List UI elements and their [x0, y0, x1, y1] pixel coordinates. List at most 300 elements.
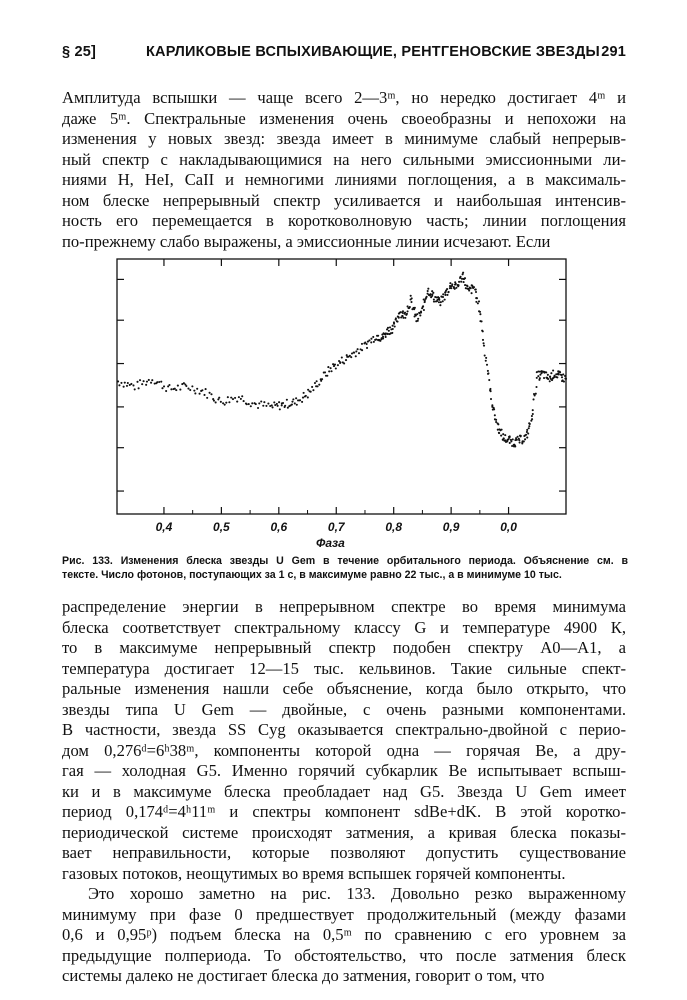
- data-point: [303, 392, 305, 394]
- data-point: [123, 386, 125, 388]
- data-point: [120, 382, 122, 384]
- data-point: [439, 304, 441, 306]
- data-point: [332, 363, 334, 365]
- data-point: [531, 415, 533, 417]
- data-point: [145, 384, 147, 386]
- data-point: [475, 289, 477, 291]
- x-axis-title: Фаза: [316, 536, 345, 550]
- data-point: [273, 401, 275, 403]
- data-point: [355, 355, 357, 357]
- data-point: [295, 397, 297, 399]
- data-point: [486, 364, 488, 366]
- data-point: [170, 388, 172, 390]
- data-point: [370, 338, 372, 340]
- data-point: [510, 439, 512, 441]
- data-point: [318, 384, 320, 386]
- data-point: [138, 387, 140, 389]
- data-point: [194, 392, 196, 394]
- data-point: [485, 360, 487, 362]
- data-point: [314, 382, 316, 384]
- data-point: [316, 385, 318, 387]
- data-point: [210, 393, 212, 395]
- data-point: [494, 414, 496, 416]
- data-point: [385, 332, 387, 334]
- data-point: [487, 373, 489, 375]
- data-point: [478, 300, 480, 302]
- data-point: [232, 398, 234, 400]
- paragraph-top-line: по-прежнему слабо выражены, а эмиссионные линии исчезают. Если: [62, 231, 551, 251]
- caption-line: тексте. Число фотонов, поступающих за 1 с, в максимуме равно 22 тыс., а в минимуме 10 тыс.: [62, 569, 562, 581]
- data-point: [158, 381, 160, 383]
- data-point: [265, 405, 267, 407]
- paragraph-bottom-line: Это хорошо заметно на рис. 133. Довольно резко выраженному: [88, 884, 626, 903]
- chapter-title: КАРЛИКОВЫЕ ВСПЫХИВАЮЩИЕ, РЕНТГЕНОВСКИЕ ЗВЕЗДЫ: [146, 44, 600, 60]
- data-point: [368, 339, 370, 341]
- data-point: [516, 439, 518, 441]
- data-point: [459, 276, 461, 278]
- data-point: [422, 305, 424, 307]
- data-point: [470, 287, 472, 289]
- data-point: [258, 402, 260, 404]
- data-point: [525, 434, 527, 436]
- data-point: [483, 345, 485, 347]
- data-point: [450, 287, 452, 289]
- data-point: [206, 397, 208, 399]
- data-point: [305, 395, 307, 397]
- data-point: [444, 294, 446, 296]
- data-point: [424, 300, 426, 302]
- data-point: [343, 362, 345, 364]
- paragraph-top-line: ниями H, HeI, CaII и немногими линиями поглощения, а в максималь-: [62, 170, 626, 189]
- data-point: [418, 312, 420, 314]
- data-point: [535, 393, 537, 395]
- data-point: [481, 320, 483, 322]
- data-point: [324, 371, 326, 373]
- data-point: [251, 402, 253, 404]
- data-point: [339, 361, 341, 363]
- data-point: [479, 311, 481, 313]
- data-point: [429, 293, 431, 295]
- data-point: [500, 435, 502, 437]
- data-point: [257, 407, 259, 409]
- data-point: [423, 309, 425, 311]
- data-point: [151, 379, 153, 381]
- data-point: [124, 382, 126, 384]
- data-point: [495, 419, 497, 421]
- data-point: [382, 336, 384, 338]
- data-point: [267, 403, 269, 405]
- data-point: [372, 336, 374, 338]
- data-point: [185, 385, 187, 387]
- data-point: [547, 378, 549, 380]
- data-point: [402, 310, 404, 312]
- data-point: [462, 272, 464, 274]
- data-point: [355, 350, 357, 352]
- data-point: [442, 293, 444, 295]
- data-point: [141, 383, 143, 385]
- paragraph-middle-line: звезды типа U Gem — двойные, с очень разными компонентами.: [62, 699, 626, 719]
- data-point: [532, 413, 534, 415]
- data-point: [455, 287, 457, 289]
- data-point: [532, 409, 534, 411]
- data-point: [246, 403, 248, 405]
- figure-caption: [62, 554, 628, 582]
- light-curve-figure: [116, 258, 568, 534]
- data-point: [396, 321, 398, 323]
- data-point: [536, 377, 538, 379]
- data-point: [230, 397, 232, 399]
- data-point: [438, 301, 440, 303]
- data-point: [440, 301, 442, 303]
- data-point: [409, 306, 411, 308]
- data-point: [468, 289, 470, 291]
- plot-frame: [117, 259, 566, 514]
- x-tick-label: 0,7: [327, 520, 345, 534]
- data-point: [549, 380, 551, 382]
- data-point: [263, 401, 265, 403]
- data-point: [493, 407, 495, 409]
- data-point: [150, 382, 152, 384]
- data-point: [404, 317, 406, 319]
- data-point: [523, 440, 525, 442]
- data-point: [127, 382, 129, 384]
- data-point: [431, 290, 433, 292]
- data-point: [330, 367, 332, 369]
- paragraph-top-line: ность его перемещается в коротковолновую часть; линии поглощения: [62, 211, 626, 230]
- data-point: [312, 389, 314, 391]
- data-point: [250, 405, 252, 407]
- data-point: [466, 285, 468, 287]
- data-point: [490, 398, 492, 400]
- data-point: [385, 336, 387, 338]
- data-point: [291, 401, 293, 403]
- data-point: [291, 404, 293, 406]
- data-point: [545, 371, 547, 373]
- data-point: [284, 405, 286, 407]
- data-point: [370, 341, 372, 343]
- data-point: [209, 392, 211, 394]
- data-point: [328, 370, 330, 372]
- data-point: [282, 402, 284, 404]
- data-point: [529, 423, 531, 425]
- paragraph-middle-line: ки и в максимуме блеска преобладает над G5. Звезда U Gem имеет: [62, 781, 626, 801]
- data-point: [543, 377, 545, 379]
- data-point: [196, 388, 198, 390]
- data-point: [392, 328, 394, 330]
- data-point: [327, 366, 329, 368]
- data-point: [503, 437, 505, 439]
- data-point: [203, 394, 205, 396]
- data-point: [357, 348, 359, 350]
- data-point: [475, 291, 477, 293]
- data-point: [561, 376, 563, 378]
- data-point: [485, 357, 487, 359]
- data-point: [302, 397, 304, 399]
- data-point: [442, 296, 444, 298]
- data-point: [420, 310, 422, 312]
- data-point: [531, 418, 533, 420]
- data-point: [334, 364, 336, 366]
- data-point: [457, 285, 459, 287]
- data-point: [301, 401, 303, 403]
- data-point: [534, 394, 536, 396]
- paragraph-top-line: ном блеске непрерывный спектр усиливается и наибольшая интенсив-: [62, 190, 626, 210]
- data-point: [260, 400, 262, 402]
- data-point: [175, 389, 177, 391]
- data-point: [165, 390, 167, 392]
- data-point: [350, 356, 352, 358]
- data-point: [483, 342, 485, 344]
- data-point: [326, 375, 328, 377]
- page-number: 291: [601, 44, 626, 60]
- data-point: [407, 310, 409, 312]
- data-point: [187, 388, 189, 390]
- data-point: [400, 311, 402, 313]
- paragraph-top: [62, 88, 626, 252]
- paragraph-bottom-line: минимуму при фазе 0 предшествует продолжительный (между фазами: [62, 904, 626, 924]
- data-point: [213, 400, 215, 402]
- data-point: [539, 377, 541, 379]
- data-point: [509, 435, 511, 437]
- data-point: [537, 375, 539, 377]
- data-point: [414, 307, 416, 309]
- data-point: [391, 332, 393, 334]
- data-point: [191, 385, 193, 387]
- x-tick-label: 0,9: [442, 520, 460, 534]
- x-tick-label: 0,0: [500, 520, 517, 534]
- data-point: [562, 373, 564, 375]
- data-point: [366, 343, 368, 345]
- data-point: [361, 343, 363, 345]
- data-point: [460, 281, 462, 283]
- paragraph-middle-line: ральные изменения нашли себе объяснение, когда было открыто, что: [62, 679, 626, 698]
- data-point: [227, 396, 229, 398]
- paragraph-bottom-line: предыдущие полпериода. То обстоятельство, что после затмения блеск: [62, 945, 626, 965]
- data-point: [535, 386, 537, 388]
- data-point: [395, 317, 397, 319]
- data-point: [220, 401, 222, 403]
- data-point: [243, 400, 245, 402]
- data-point: [240, 398, 242, 400]
- data-point: [353, 352, 355, 354]
- paragraph-middle-line: температура достигает 12—15 тыс. кельвинов. Такие сильные спект-: [62, 658, 626, 678]
- data-point: [451, 283, 453, 285]
- data-point: [393, 321, 395, 323]
- paragraph-top-line: ный спектр с накладывающимися на него сильными эмиссионными ли-: [62, 149, 626, 169]
- data-point: [438, 299, 440, 301]
- paragraph-middle-line: период 0,174ᵈ=4ʰ11ᵐ и спектры компонент sdBe+dK. В этой коротко-: [62, 802, 626, 821]
- data-point: [287, 407, 289, 409]
- data-point: [215, 401, 217, 403]
- paragraph-middle-line: дом 0,276ᵈ=6ʰ38ᵐ, компоненты которой одна — горячая Be, а дру-: [62, 740, 626, 760]
- data-point: [286, 399, 288, 401]
- data-point: [248, 403, 250, 405]
- data-point: [490, 390, 492, 392]
- data-point: [444, 299, 446, 301]
- x-tick-label: 0,5: [213, 520, 230, 534]
- data-point: [416, 313, 418, 315]
- data-point: [442, 300, 444, 302]
- data-point: [117, 380, 119, 382]
- data-point: [139, 379, 141, 381]
- data-point: [225, 402, 227, 404]
- paragraph-middle-line: блеска соответствует спектральному классу G и температуре 4900 К,: [62, 617, 626, 637]
- data-point: [433, 301, 435, 303]
- data-point: [564, 375, 566, 377]
- data-point: [519, 441, 521, 443]
- data-point: [126, 385, 128, 387]
- data-point: [377, 335, 379, 337]
- paragraph-middle-line: гая — холодная G5. Именно горячий субкарлик Be испытывает вспыш-: [62, 761, 626, 780]
- paragraph-middle-line: периодической системе происходят затмения, а кривая блеска показы-: [62, 822, 626, 842]
- data-point: [392, 325, 394, 327]
- data-point: [411, 297, 413, 299]
- data-point: [335, 367, 337, 369]
- paragraph-top-line: изменения у новых звезд: звезда имеет в минимуме слабый непрерыв-: [62, 129, 626, 148]
- data-point: [520, 435, 522, 437]
- data-point: [361, 349, 363, 351]
- data-point: [201, 389, 203, 391]
- data-point: [458, 281, 460, 283]
- data-point: [387, 327, 389, 329]
- data-point: [475, 301, 477, 303]
- data-point: [199, 393, 201, 395]
- data-point: [193, 390, 195, 392]
- paragraph-bottom-line: системы далеко не достигает блеска до затмения, говорит о том, что: [62, 966, 545, 985]
- data-point: [402, 317, 404, 319]
- data-point: [228, 401, 230, 403]
- data-point: [514, 445, 516, 447]
- data-point: [218, 397, 220, 399]
- data-point: [337, 364, 339, 366]
- paragraph-bottom: [62, 884, 626, 987]
- data-point: [558, 373, 560, 375]
- data-point: [517, 436, 519, 438]
- data-point: [389, 326, 391, 328]
- data-point: [179, 389, 181, 391]
- data-point: [272, 406, 274, 408]
- x-tick-label: 0,4: [155, 520, 173, 534]
- data-point: [417, 318, 419, 320]
- x-tick-label: 0,8: [385, 520, 403, 534]
- data-point: [130, 383, 132, 385]
- data-point: [438, 297, 440, 299]
- data-point: [156, 381, 158, 383]
- data-point: [489, 388, 491, 390]
- paragraph-middle-line: распределение энергии в непрерывном спектре во время минимума: [62, 597, 626, 616]
- data-point: [487, 370, 489, 372]
- data-point: [427, 290, 429, 292]
- data-point: [455, 283, 457, 285]
- data-point: [262, 405, 264, 407]
- data-point: [563, 381, 565, 383]
- data-point: [307, 396, 309, 398]
- paragraph-middle-line: газовых потоков, неощутимых во время вспышек горячей компоненты.: [62, 863, 566, 883]
- data-point: [528, 425, 530, 427]
- data-point: [433, 298, 435, 300]
- data-point: [410, 301, 412, 303]
- data-point: [238, 396, 240, 398]
- paragraph-middle-line: вает неправильности, которые позволяют допустить существование: [62, 843, 626, 862]
- data-point: [366, 347, 368, 349]
- data-point: [163, 385, 165, 387]
- data-point: [255, 403, 257, 405]
- data-point: [463, 281, 465, 283]
- data-point: [524, 438, 526, 440]
- data-point: [118, 384, 120, 386]
- data-point: [501, 429, 503, 431]
- running-header: [62, 44, 626, 66]
- data-point: [419, 314, 421, 316]
- data-point: [471, 292, 473, 294]
- data-point: [398, 317, 400, 319]
- data-point: [234, 397, 236, 399]
- data-point: [518, 439, 520, 441]
- data-point: [375, 338, 377, 340]
- data-point: [224, 404, 226, 406]
- data-point: [222, 402, 224, 404]
- data-point: [559, 371, 561, 373]
- data-point: [484, 354, 486, 356]
- data-point: [292, 398, 294, 400]
- data-point: [552, 370, 554, 372]
- light-curve-chart: [116, 258, 568, 534]
- data-point: [464, 277, 466, 279]
- data-point: [550, 372, 552, 374]
- data-point: [512, 438, 514, 440]
- data-point: [526, 437, 528, 439]
- data-point: [321, 378, 323, 380]
- paragraph-top-line: Амплитуда вспышки — чаще всего 2—3ᵐ, но нередко достигает 4ᵐ и: [62, 88, 626, 107]
- data-point: [532, 398, 534, 400]
- data-point: [310, 391, 312, 393]
- data-point: [161, 387, 163, 389]
- data-point: [358, 352, 360, 354]
- data-point: [446, 294, 448, 296]
- data-point: [556, 376, 558, 378]
- data-point: [168, 384, 170, 386]
- data-point: [345, 359, 347, 361]
- data-point: [446, 288, 448, 290]
- data-point: [526, 429, 528, 431]
- data-point: [502, 433, 504, 435]
- paragraph-middle-line: то в максимуме непрерывный спектр подобен спектру A0—A1, а: [62, 638, 626, 657]
- caption-line: Рис. 133. Изменения блеска звезды U Gem в течение орбитального периода. Объяснение см. в: [62, 555, 628, 567]
- section-number: § 25]: [62, 44, 97, 60]
- data-point: [394, 326, 396, 328]
- data-point: [410, 295, 412, 297]
- data-point: [427, 288, 429, 290]
- data-point: [504, 434, 506, 436]
- data-point: [278, 401, 280, 403]
- data-point: [509, 442, 511, 444]
- data-point: [241, 395, 243, 397]
- data-point: [205, 388, 207, 390]
- data-point: [341, 356, 343, 358]
- paragraph-top-line: даже 5ᵐ. Спектральные изменения очень своеобразны и непохожи на: [62, 108, 626, 128]
- data-point: [177, 385, 179, 387]
- data-point: [549, 375, 551, 377]
- data-point: [448, 291, 450, 293]
- data-point: [299, 399, 301, 401]
- data-point: [479, 313, 481, 315]
- data-point: [527, 432, 529, 434]
- data-point: [473, 286, 475, 288]
- data-point: [373, 341, 375, 343]
- data-point: [279, 408, 281, 410]
- data-point: [276, 403, 278, 405]
- data-point: [497, 423, 499, 425]
